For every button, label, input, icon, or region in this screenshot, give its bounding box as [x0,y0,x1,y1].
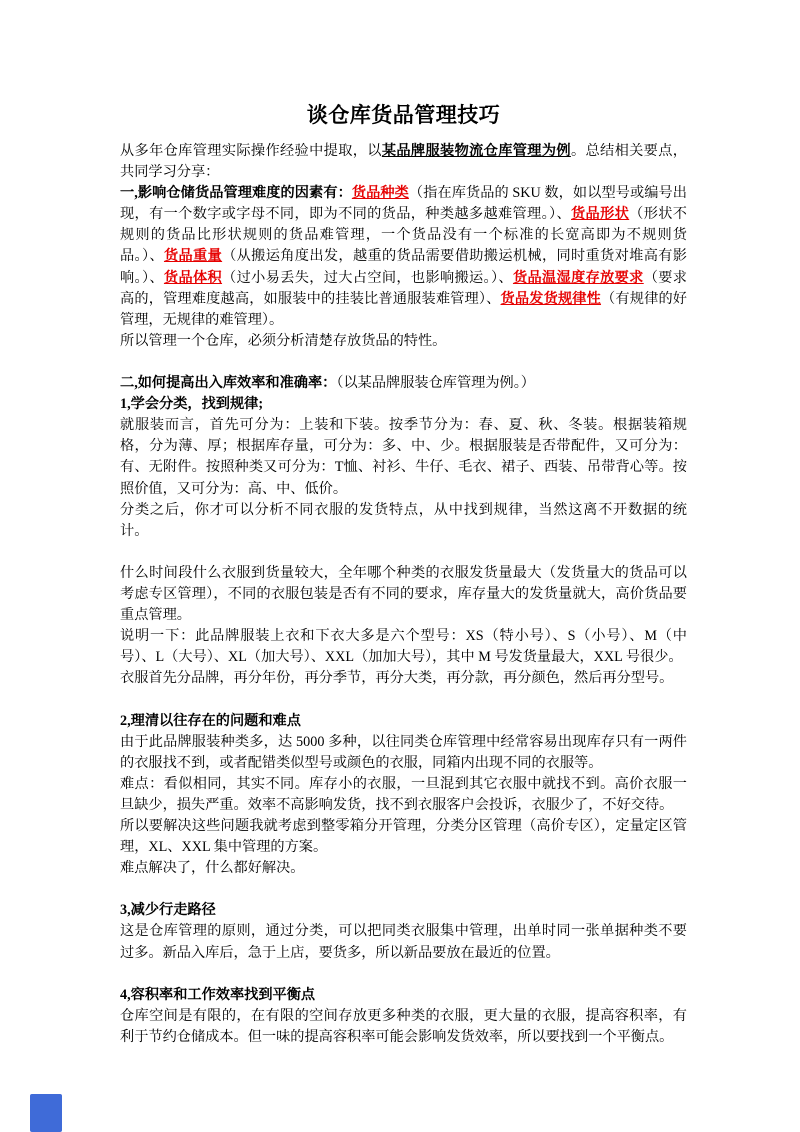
text-run: 。总结相关要点，共同学习分享： [120,143,687,181]
highlight-term: 货品重量 [163,248,223,265]
paragraph [120,774,687,816]
paragraph [120,500,687,542]
text-run: 分类之后，你才可以分析不同衣服的发货特点，从中找到规律，当然这离不开数据的统计。 [120,501,687,539]
paragraph [120,900,687,921]
text-run: 由于此品牌服装种类多，达 5000 多种，以往同类仓库管理中经常容易出现库存只有一两件的衣服找不到，或者配错类似型号或颜色的衣服，同箱内出现不同的衣服等。 [120,733,687,771]
text-run: （要求高的，管理难度越高，如服装中的挂装比普通服装难管理）、 [120,269,687,307]
text-run: 3,减少行走路径 [120,902,216,919]
paragraph [120,668,687,689]
text-run: 衣服首先分品牌，再分年份，再分季节，再分大类，再分款，再分颜色，然后再分型号。 [120,670,674,687]
text-run: 所以要解决这些问题我就考虑到整零箱分开管理，分类分区管理（高价专区），定量定区管理，XL、XXL 集中管理的方案。 [120,818,687,856]
blank-line [120,879,687,900]
text-run: 难点解决了，什么都好解决。 [120,860,305,877]
text-run: （有规律的好管理，无规律的难管理）。 [120,290,687,328]
text-run: 1,学会分类，找到规律; [120,396,264,413]
paragraph [120,415,687,499]
text-run: 什么时间段什么衣服到货量较大，全年哪个种类的衣服发货量最大（发货量大的货品可以考虑专区管理），不同的衣服包装是否有不同的要求，库存量大的发货量就大，高价货品要重点管理。 [120,564,687,624]
text-run: 2,理清以往存在的问题和难点 [120,712,301,729]
blank-line [120,542,687,563]
text-run: （形状不规则的货品比形状规则的货品难管理，一个货品没有一个标准的长宽高即为不规则货品。）、 [120,206,687,265]
text-run: 难点：看似相同，其实不同。库存小的衣服，一旦混到其它衣服中就找不到。高价衣服一旦缺少，损失严重。效率不高影响发货，找不到衣服客户会投诉，衣服少了，不好交待。 [120,775,687,813]
text-run: （过小易丢失，过大占空间，也影响搬运。）、 [222,269,513,286]
document-body [120,141,687,1048]
paragraph [120,711,687,732]
text-run: 仓库空间是有限的，在有限的空间存放更多种类的衣服，更大量的衣服，提高容积率，有利于节约仓储成本。但一味的提高容积率可能会影响发货效率，所以要找到一个平衡点。 [120,1007,687,1045]
highlight-term: 货品种类 [351,185,409,202]
text-run: 二,如何提高出入库效率和准确率： [120,375,337,392]
paragraph [120,331,687,352]
paragraph [120,563,687,626]
document-content [120,100,687,1048]
paragraph [120,394,687,415]
highlight-term: 货品体积 [163,269,223,286]
text-run: （从搬运角度出发，越重的货品需要借助搬运机械，同时重货对堆高有影响。）、 [120,248,687,286]
highlight-term: 货品温湿度存放要求 [512,269,644,286]
blank-line [120,964,687,985]
paragraph [120,858,687,879]
bottom-left-blue-marker [30,1094,62,1132]
highlight-term: 货品发货规律性 [500,290,602,307]
text-run: 一,影响仓储货品管理难度的因素有： [120,185,352,202]
paragraph [120,816,687,858]
blank-line [120,352,687,373]
text-run: 所以管理一个仓库，必须分析清楚存放货品的特性。 [120,332,447,349]
blank-line [120,689,687,710]
document-title: 谈仓库货品管理技巧 [306,103,501,127]
paragraph [120,921,687,963]
text-run: （以某品牌服装仓库管理为例。） [336,375,535,392]
text-run: 这是仓库管理的原则，通过分类，可以把同类衣服集中管理，出单时同一张单据种类不要过多。新品入库后，急于上店，要货多，所以新品要放在最近的位置。 [120,923,687,961]
paragraph [120,373,687,394]
paragraph [120,732,687,774]
text-run: 某品牌服装物流仓库管理为例 [381,143,571,159]
paragraph [120,141,687,183]
paragraph [120,183,687,331]
text-run: （指在库货品的 SKU 数，如以型号或编号出现，有一个数字或字母不同，即为不同的货品，种类越多越难管理。）、 [120,185,687,223]
text-run: 从多年仓库管理实际操作经验中提取，以 [120,143,382,159]
text-run: 说明一下：此品牌服装上衣和下衣大多是六个型号：XS（特小号）、S（小号）、M（中号）、L（大号）、XL（加大号）、XXL（加加大号），其中 M 号发货量最大，XXL 号很少。 [120,628,687,666]
paragraph [120,626,687,668]
highlight-term: 货品形状 [571,206,630,223]
text-run: 就服装而言，首先可分为：上装和下装。按季节分为：春、夏、秋、冬装。根据装箱规格，分为薄、厚；根据库存量，可分为：多、中、少。根据服装是否带配件，又可分为：有、无附件。按照种类又可分为：T恤、衬衫、牛仔、毛衣、裙子、西装、吊带背心等。按照价值，又可分为：高、中、低价。 [120,417,687,497]
paragraph [120,1006,687,1048]
paragraph [120,985,687,1006]
text-run: 4,容积率和工作效率找到平衡点 [120,986,316,1003]
